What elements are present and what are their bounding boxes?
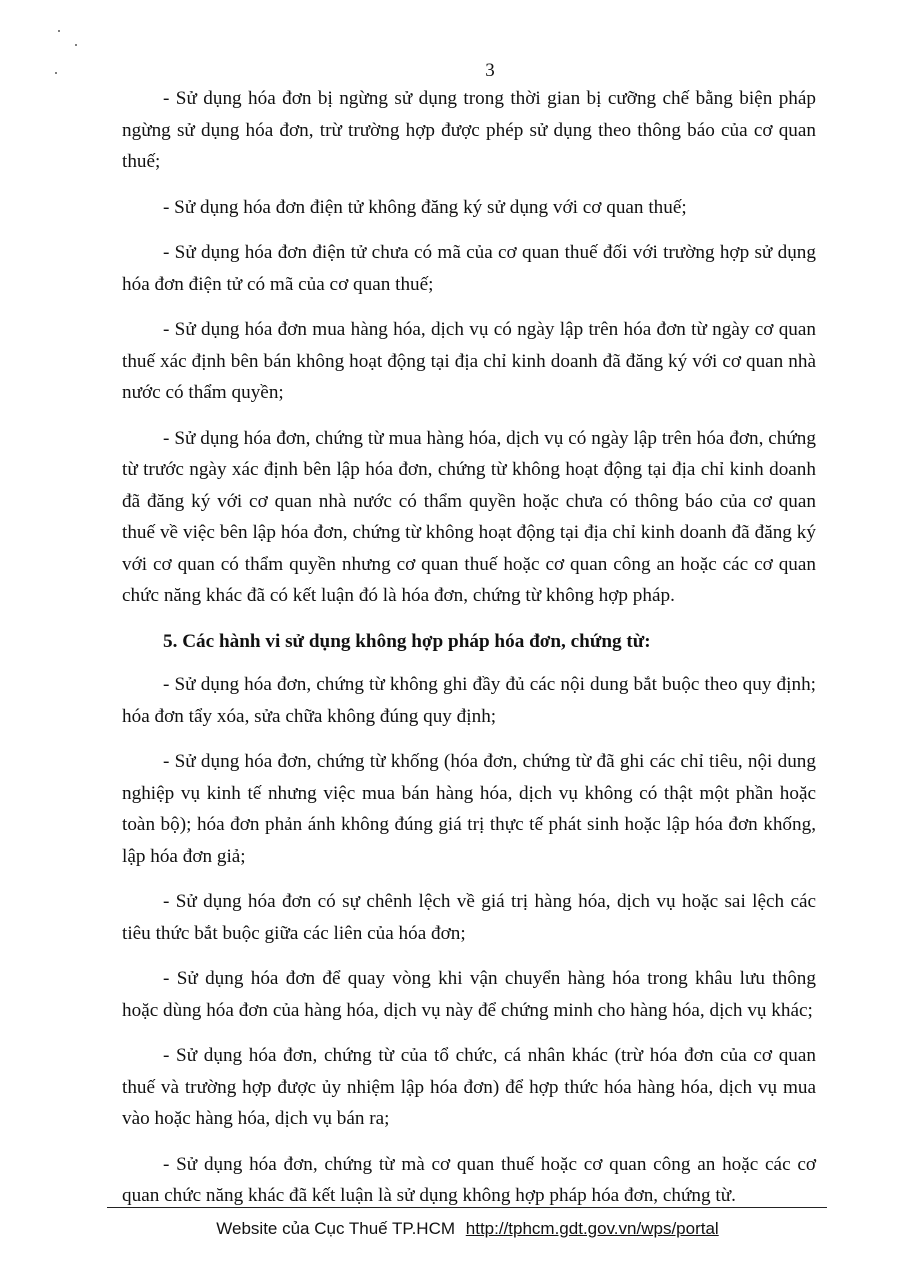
paragraph: - Sử dụng hóa đơn, chứng từ không ghi đầy đủ các nội dung bắt buộc theo quy định; hóa đơn tẩy xóa, sửa chữa không đúng quy định; [122, 674, 816, 727]
footer-website-link[interactable]: http://tphcm.gdt.gov.vn/wps/portal [465, 1219, 719, 1238]
document-body [122, 83, 816, 1226]
scan-speck [75, 44, 77, 46]
paragraph: - Sử dụng hóa đơn, chứng từ khống (hóa đơn, chứng từ đã ghi các chỉ tiêu, nội dung nghiệp vụ kinh tế nhưng việc mua bán hàng hóa, dịch vụ không có thật một phần hoặc toàn bộ); hóa đơn phản ánh không đúng giá trị thực tế phát sinh hoặc lập hóa đơn khống, lập hóa đơn giả; [122, 751, 816, 867]
footer-divider [107, 1207, 827, 1208]
paragraph: - Sử dụng hóa đơn có sự chênh lệch về giá trị hàng hóa, dịch vụ hoặc sai lệch các tiêu thức bắt buộc giữa các liên của hóa đơn; [122, 891, 816, 944]
section-heading: 5. Các hành vi sử dụng không hợp pháp hóa đơn, chứng từ: [163, 630, 651, 652]
page-number: 3 [485, 60, 495, 81]
paragraph: - Sử dụng hóa đơn điện tử không đăng ký sử dụng với cơ quan thuế; [163, 196, 687, 218]
paragraph: - Sử dụng hóa đơn bị ngừng sử dụng trong thời gian bị cưỡng chế bằng biện pháp ngừng sử dụng hóa đơn, trừ trường hợp được phép sử dụng theo thông báo của cơ quan thuế; [122, 88, 816, 172]
paragraph: - Sử dụng hóa đơn, chứng từ mua hàng hóa, dịch vụ có ngày lập trên hóa đơn, chứng từ trước ngày xác định bên lập hóa đơn, chứng từ không hoạt động tại địa chỉ kinh doanh đã đăng ký với cơ quan nhà nước có thẩm quyền hoặc chưa có thông báo của cơ quan thuế về việc bên lập hóa đơn, chứng từ không hoạt động tại địa chỉ kinh doanh đã đăng ký với cơ quan có thẩm quyền nhưng cơ quan thuế hoặc cơ quan công an hoặc các cơ quan chức năng khác đã có kết luận đó là hóa đơn, chứng từ không hợp pháp. [122, 427, 816, 606]
paragraph: - Sử dụng hóa đơn, chứng từ của tổ chức, cá nhân khác (trừ hóa đơn của cơ quan thuế và trường hợp được ủy nhiệm lập hóa đơn) để hợp thức hóa hàng hóa, dịch vụ mua vào hoặc hàng hóa, dịch vụ bán ra; [122, 1045, 816, 1129]
paragraph: - Sử dụng hóa đơn để quay vòng khi vận chuyển hàng hóa trong khâu lưu thông hoặc dùng hóa đơn của hàng hóa, dịch vụ này để chứng minh cho hàng hóa, dịch vụ khác; [122, 968, 816, 1021]
paragraph: - Sử dụng hóa đơn điện tử chưa có mã của cơ quan thuế đối với trường hợp sử dụng hóa đơn điện tử có mã của cơ quan thuế; [122, 242, 816, 295]
paragraph: - Sử dụng hóa đơn, chứng từ mà cơ quan thuế hoặc cơ quan công an hoặc các cơ quan chức năng khác đã kết luận là sử dụng không hợp pháp hóa đơn, chứng từ. [122, 1153, 816, 1206]
footer-label: Website của Cục Thuế TP.HCM [216, 1219, 456, 1238]
page-footer [0, 1219, 908, 1239]
paragraph: - Sử dụng hóa đơn mua hàng hóa, dịch vụ có ngày lập trên hóa đơn từ ngày cơ quan thuế xác định bên bán không hoạt động tại địa chỉ kinh doanh đã đăng ký với cơ quan nhà nước có thẩm quyền; [122, 319, 816, 403]
scan-speck [58, 30, 60, 32]
